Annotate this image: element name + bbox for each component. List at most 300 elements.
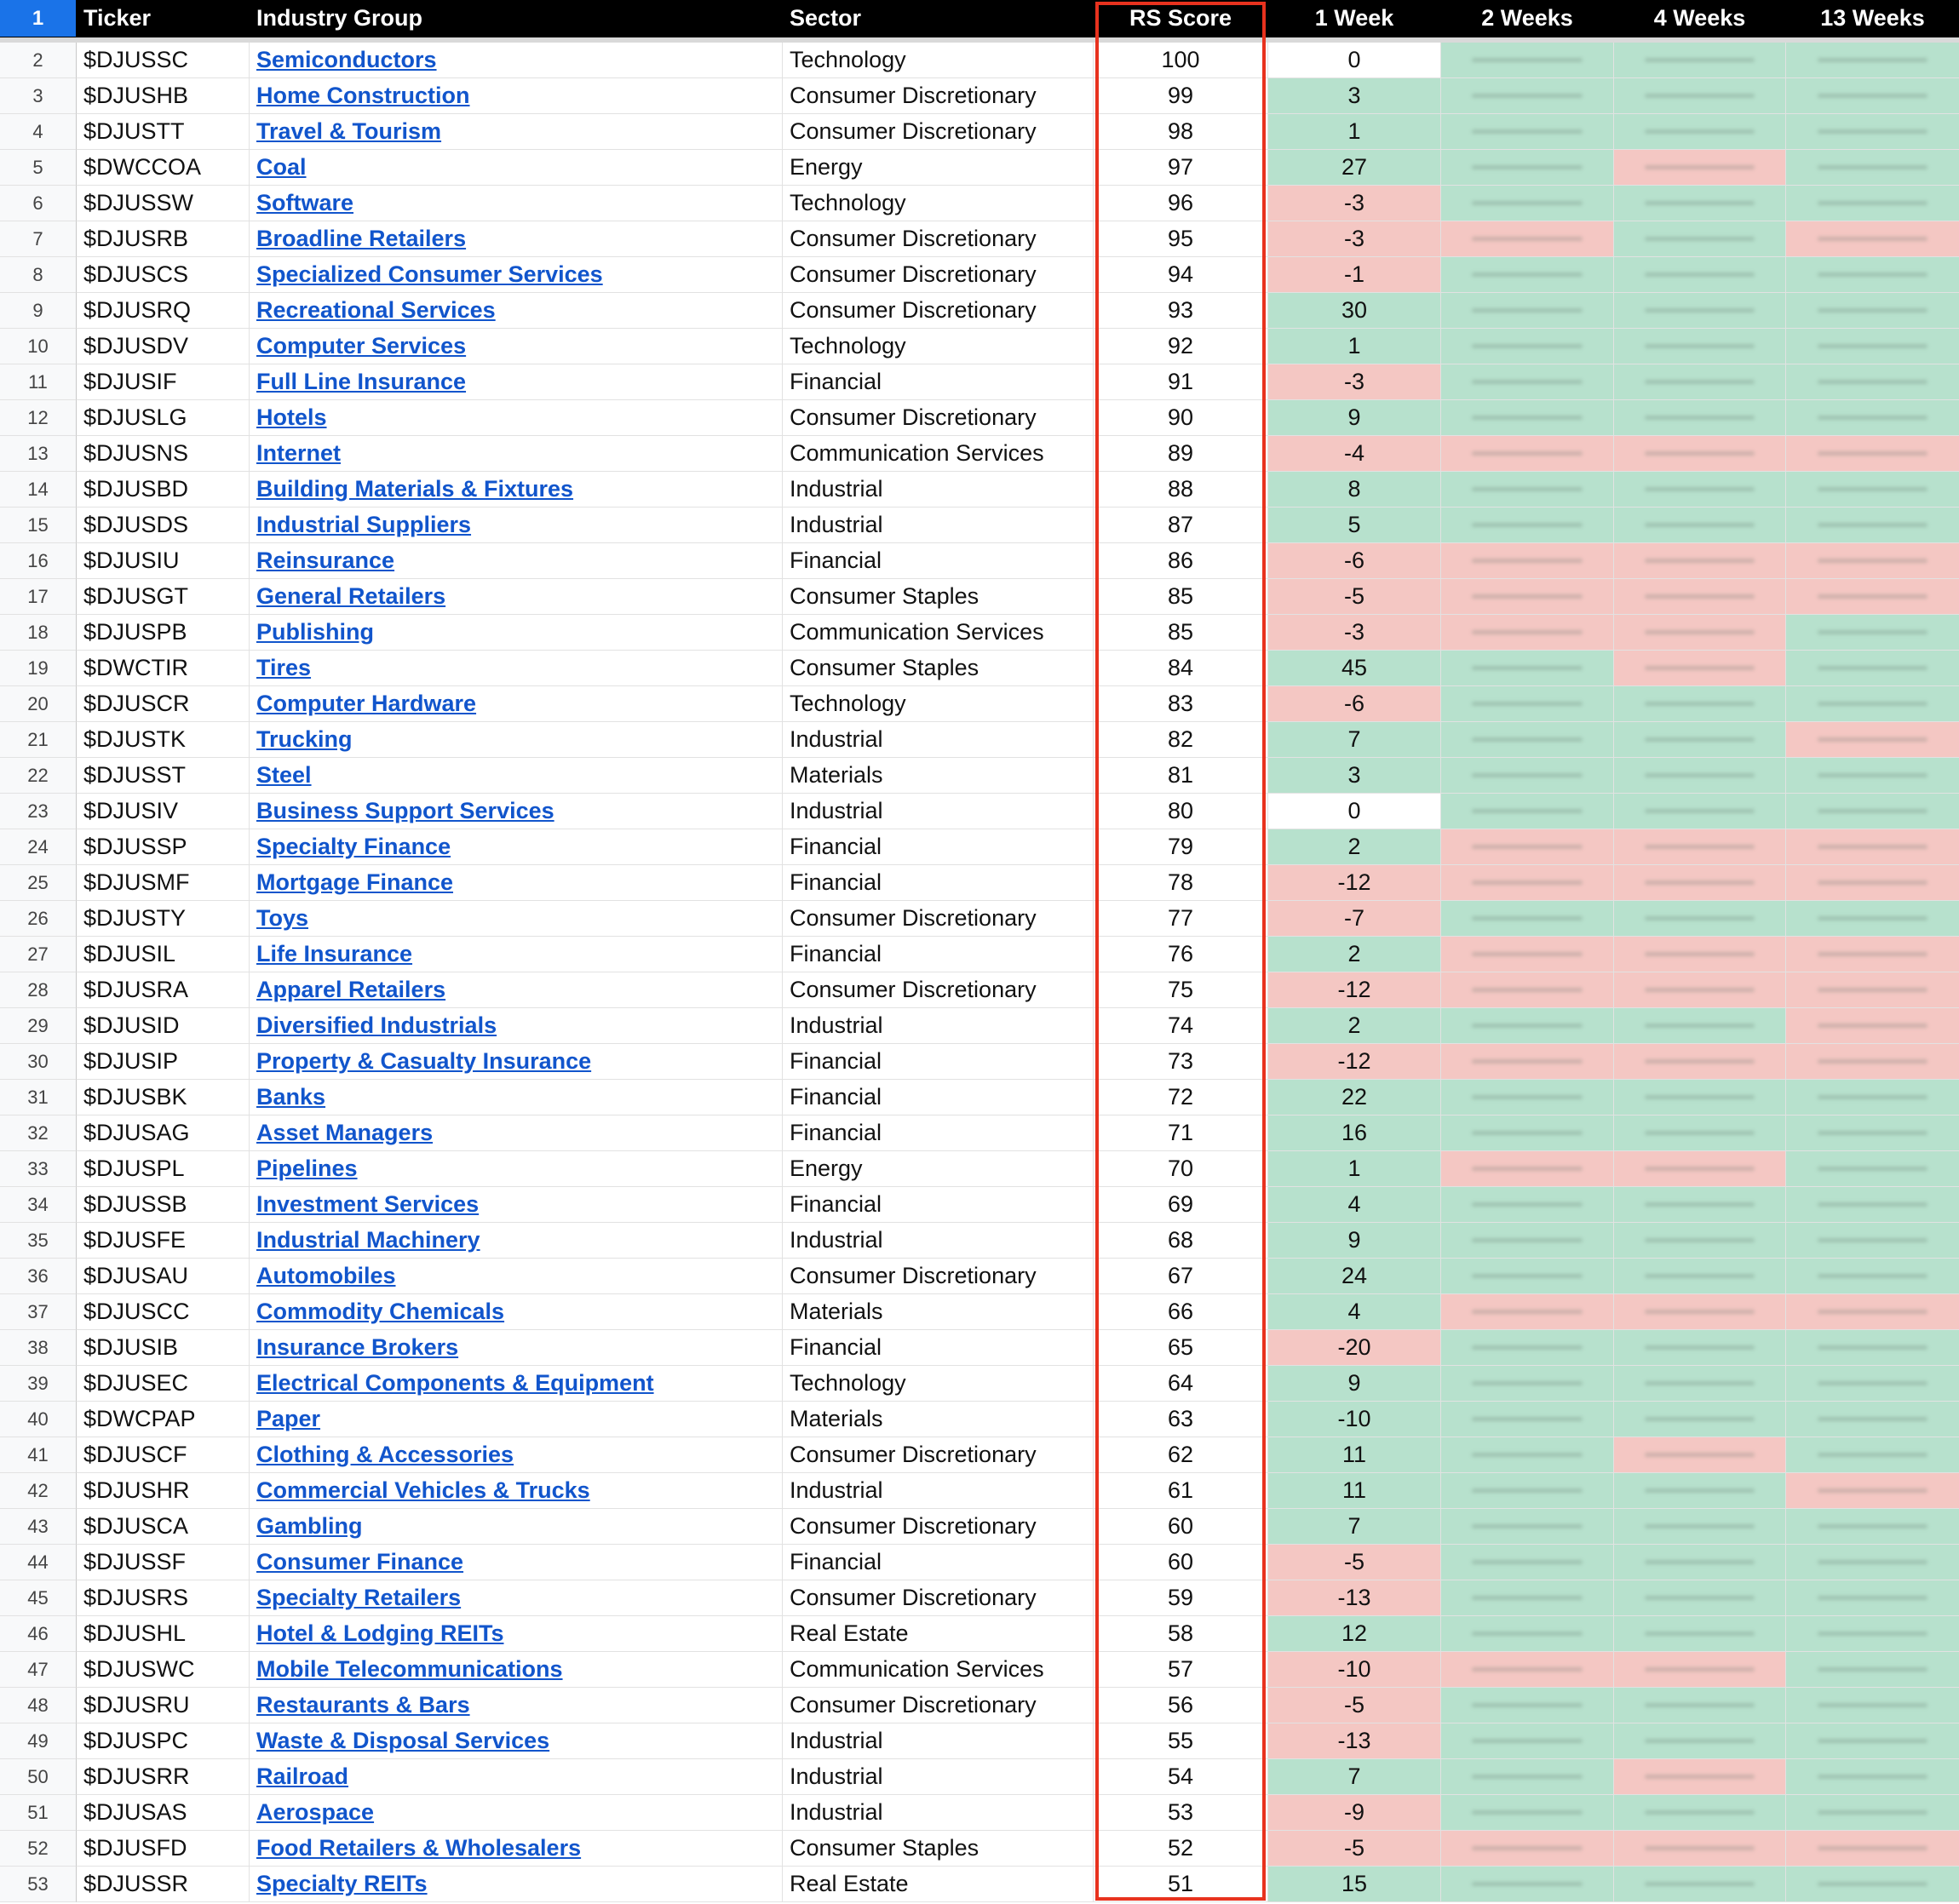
thirteen-week-change-cell[interactable] <box>1786 1831 1959 1867</box>
industry-group-link[interactable]: Computer Services <box>256 333 467 358</box>
rs-score-cell[interactable]: 93 <box>1094 293 1268 329</box>
sector-cell[interactable]: Communication Services <box>783 436 1094 472</box>
row-number[interactable]: 52 <box>0 1831 77 1867</box>
one-week-change-cell[interactable]: 30 <box>1268 293 1441 329</box>
rs-score-cell[interactable]: 80 <box>1094 794 1268 829</box>
four-week-change-cell[interactable] <box>1614 1580 1786 1616</box>
ticker-cell[interactable]: $DJUSDV <box>77 329 250 364</box>
four-week-change-cell[interactable] <box>1614 937 1786 972</box>
ticker-cell[interactable]: $DJUSHR <box>77 1473 250 1509</box>
thirteen-week-change-cell[interactable] <box>1786 615 1959 651</box>
two-week-change-cell[interactable] <box>1441 1723 1614 1759</box>
one-week-change-cell[interactable]: 9 <box>1268 400 1441 436</box>
row-number[interactable]: 49 <box>0 1723 77 1759</box>
industry-group-link[interactable]: Railroad <box>256 1763 349 1789</box>
ticker-cell[interactable]: $DJUSSR <box>77 1867 250 1902</box>
industry-cell[interactable] <box>250 794 783 829</box>
four-week-change-cell[interactable] <box>1614 865 1786 901</box>
ticker-cell[interactable]: $DJUSCS <box>77 257 250 293</box>
one-week-change-cell[interactable]: -6 <box>1268 543 1441 579</box>
two-week-change-cell[interactable] <box>1441 114 1614 150</box>
sector-cell[interactable]: Financial <box>783 1187 1094 1223</box>
thirteen-week-change-cell[interactable] <box>1786 1688 1959 1723</box>
four-week-change-cell[interactable] <box>1614 1759 1786 1795</box>
rs-score-cell[interactable]: 68 <box>1094 1223 1268 1259</box>
industry-cell[interactable] <box>250 1366 783 1402</box>
thirteen-week-change-cell[interactable] <box>1786 1187 1959 1223</box>
industry-cell[interactable] <box>250 78 783 114</box>
one-week-change-cell[interactable]: -9 <box>1268 1795 1441 1831</box>
sector-cell[interactable]: Industrial <box>783 1759 1094 1795</box>
rs-score-cell[interactable]: 66 <box>1094 1294 1268 1330</box>
one-week-change-cell[interactable]: 0 <box>1268 794 1441 829</box>
row-number[interactable]: 21 <box>0 722 77 758</box>
ticker-cell[interactable]: $DJUSRS <box>77 1580 250 1616</box>
one-week-change-cell[interactable]: -6 <box>1268 686 1441 722</box>
industry-group-link[interactable]: Insurance Brokers <box>256 1334 459 1360</box>
sector-cell[interactable]: Materials <box>783 758 1094 794</box>
row-number[interactable]: 53 <box>0 1867 77 1902</box>
one-week-change-cell[interactable]: 16 <box>1268 1115 1441 1151</box>
sector-cell[interactable]: Financial <box>783 937 1094 972</box>
one-week-change-cell[interactable]: -3 <box>1268 186 1441 221</box>
industry-cell[interactable] <box>250 1080 783 1115</box>
two-week-change-cell[interactable] <box>1441 543 1614 579</box>
industry-group-link[interactable]: Clothing & Accessories <box>256 1442 514 1467</box>
ticker-cell[interactable]: $DJUSCR <box>77 686 250 722</box>
one-week-change-cell[interactable]: -13 <box>1268 1580 1441 1616</box>
rs-score-cell[interactable]: 83 <box>1094 686 1268 722</box>
four-week-change-cell[interactable] <box>1614 436 1786 472</box>
four-week-change-cell[interactable] <box>1614 1115 1786 1151</box>
two-week-change-cell[interactable] <box>1441 1294 1614 1330</box>
two-week-change-cell[interactable] <box>1441 1688 1614 1723</box>
sector-cell[interactable]: Financial <box>783 1080 1094 1115</box>
row-number[interactable]: 10 <box>0 329 77 364</box>
two-week-change-cell[interactable] <box>1441 436 1614 472</box>
row-number[interactable]: 8 <box>0 257 77 293</box>
rs-score-cell[interactable]: 74 <box>1094 1008 1268 1044</box>
four-week-change-cell[interactable] <box>1614 579 1786 615</box>
row-number[interactable]: 3 <box>0 78 77 114</box>
ticker-cell[interactable]: $DJUSAS <box>77 1795 250 1831</box>
row-number[interactable]: 6 <box>0 186 77 221</box>
thirteen-week-change-cell[interactable] <box>1786 579 1959 615</box>
four-week-change-cell[interactable] <box>1614 901 1786 937</box>
industry-cell[interactable] <box>250 472 783 508</box>
ticker-cell[interactable]: $DJUSMF <box>77 865 250 901</box>
thirteen-week-change-cell[interactable] <box>1786 1723 1959 1759</box>
thirteen-week-change-cell[interactable] <box>1786 794 1959 829</box>
industry-cell[interactable] <box>250 1402 783 1437</box>
ticker-cell[interactable]: $DJUSAU <box>77 1259 250 1294</box>
thirteen-week-change-cell[interactable] <box>1786 1759 1959 1795</box>
ticker-cell[interactable]: $DJUSSC <box>77 43 250 78</box>
two-week-change-cell[interactable] <box>1441 1366 1614 1402</box>
row-number[interactable]: 40 <box>0 1402 77 1437</box>
thirteen-week-change-cell[interactable] <box>1786 78 1959 114</box>
thirteen-week-change-cell[interactable] <box>1786 1437 1959 1473</box>
one-week-change-cell[interactable]: -3 <box>1268 615 1441 651</box>
ticker-cell[interactable]: $DJUSBD <box>77 472 250 508</box>
industry-cell[interactable] <box>250 1795 783 1831</box>
ticker-cell[interactable]: $DJUSSF <box>77 1545 250 1580</box>
industry-cell[interactable] <box>250 758 783 794</box>
two-week-change-cell[interactable] <box>1441 1259 1614 1294</box>
rs-score-cell[interactable]: 55 <box>1094 1723 1268 1759</box>
four-week-change-cell[interactable] <box>1614 329 1786 364</box>
row-number[interactable]: 5 <box>0 150 77 186</box>
one-week-change-cell[interactable]: 45 <box>1268 651 1441 686</box>
two-week-change-cell[interactable] <box>1441 1115 1614 1151</box>
sector-cell[interactable]: Industrial <box>783 1223 1094 1259</box>
industry-group-link[interactable]: Property & Casualty Insurance <box>256 1048 592 1074</box>
sector-cell[interactable]: Technology <box>783 686 1094 722</box>
two-week-change-cell[interactable] <box>1441 651 1614 686</box>
sector-cell[interactable]: Communication Services <box>783 1652 1094 1688</box>
thirteen-week-change-cell[interactable] <box>1786 651 1959 686</box>
industry-cell[interactable] <box>250 508 783 543</box>
row-number[interactable]: 51 <box>0 1795 77 1831</box>
ticker-cell[interactable]: $DJUSST <box>77 758 250 794</box>
rs-score-cell[interactable]: 89 <box>1094 436 1268 472</box>
row-number[interactable]: 13 <box>0 436 77 472</box>
rs-score-cell[interactable]: 60 <box>1094 1509 1268 1545</box>
row-number[interactable]: 39 <box>0 1366 77 1402</box>
four-week-change-cell[interactable] <box>1614 972 1786 1008</box>
one-week-change-cell[interactable]: -5 <box>1268 579 1441 615</box>
one-week-change-cell[interactable]: -13 <box>1268 1723 1441 1759</box>
industry-cell[interactable] <box>250 1187 783 1223</box>
one-week-change-cell[interactable]: -3 <box>1268 221 1441 257</box>
four-week-change-cell[interactable] <box>1614 1652 1786 1688</box>
one-week-change-cell[interactable]: -3 <box>1268 364 1441 400</box>
ticker-cell[interactable]: $DJUSID <box>77 1008 250 1044</box>
row-number[interactable]: 33 <box>0 1151 77 1187</box>
four-week-change-cell[interactable] <box>1614 257 1786 293</box>
industry-cell[interactable] <box>250 1008 783 1044</box>
ticker-cell[interactable]: $DJUSSB <box>77 1187 250 1223</box>
four-week-change-cell[interactable] <box>1614 1402 1786 1437</box>
rs-score-cell[interactable]: 100 <box>1094 43 1268 78</box>
four-week-change-cell[interactable] <box>1614 1867 1786 1902</box>
thirteen-week-change-cell[interactable] <box>1786 829 1959 865</box>
ticker-cell[interactable]: $DJUSTY <box>77 901 250 937</box>
industry-group-link[interactable]: Waste & Disposal Services <box>256 1728 550 1753</box>
one-week-change-cell[interactable]: 12 <box>1268 1616 1441 1652</box>
two-week-change-cell[interactable] <box>1441 150 1614 186</box>
industry-cell[interactable] <box>250 1723 783 1759</box>
four-week-change-cell[interactable] <box>1614 686 1786 722</box>
rs-score-cell[interactable]: 56 <box>1094 1688 1268 1723</box>
one-week-change-cell[interactable]: 0 <box>1268 43 1441 78</box>
four-week-change-cell[interactable] <box>1614 758 1786 794</box>
two-week-change-cell[interactable] <box>1441 472 1614 508</box>
rs-score-cell[interactable]: 87 <box>1094 508 1268 543</box>
industry-group-link[interactable]: Industrial Suppliers <box>256 512 472 537</box>
four-week-change-cell[interactable] <box>1614 78 1786 114</box>
thirteen-week-change-cell[interactable] <box>1786 436 1959 472</box>
industry-cell[interactable] <box>250 901 783 937</box>
sector-cell[interactable]: Industrial <box>783 1008 1094 1044</box>
one-week-change-cell[interactable]: -4 <box>1268 436 1441 472</box>
row-number[interactable]: 45 <box>0 1580 77 1616</box>
one-week-change-cell[interactable]: 11 <box>1268 1437 1441 1473</box>
ticker-cell[interactable]: $DJUSNS <box>77 436 250 472</box>
sector-cell[interactable]: Consumer Staples <box>783 651 1094 686</box>
two-week-change-cell[interactable] <box>1441 972 1614 1008</box>
sector-cell[interactable]: Technology <box>783 1366 1094 1402</box>
two-week-change-cell[interactable] <box>1441 1223 1614 1259</box>
industry-group-link[interactable]: Diversified Industrials <box>256 1012 497 1038</box>
four-week-change-cell[interactable] <box>1614 615 1786 651</box>
ticker-cell[interactable]: $DJUSGT <box>77 579 250 615</box>
rs-score-cell[interactable]: 92 <box>1094 329 1268 364</box>
row-number[interactable]: 32 <box>0 1115 77 1151</box>
industry-group-link[interactable]: Semiconductors <box>256 47 437 72</box>
two-week-change-cell[interactable] <box>1441 1759 1614 1795</box>
row-number[interactable]: 17 <box>0 579 77 615</box>
four-week-change-cell[interactable] <box>1614 1723 1786 1759</box>
row-number[interactable]: 48 <box>0 1688 77 1723</box>
two-week-change-cell[interactable] <box>1441 1187 1614 1223</box>
column-header-1-week[interactable]: 1 Week <box>1268 0 1441 37</box>
thirteen-week-change-cell[interactable] <box>1786 865 1959 901</box>
industry-cell[interactable] <box>250 937 783 972</box>
industry-cell[interactable] <box>250 186 783 221</box>
industry-cell[interactable] <box>250 364 783 400</box>
four-week-change-cell[interactable] <box>1614 508 1786 543</box>
thirteen-week-change-cell[interactable] <box>1786 1402 1959 1437</box>
industry-group-link[interactable]: Recreational Services <box>256 297 496 323</box>
industry-group-link[interactable]: Restaurants & Bars <box>256 1692 470 1718</box>
rs-score-cell[interactable]: 76 <box>1094 937 1268 972</box>
rs-score-cell[interactable]: 81 <box>1094 758 1268 794</box>
four-week-change-cell[interactable] <box>1614 1151 1786 1187</box>
row-number[interactable]: 30 <box>0 1044 77 1080</box>
sector-cell[interactable]: Consumer Discretionary <box>783 1688 1094 1723</box>
ticker-cell[interactable]: $DJUSIB <box>77 1330 250 1366</box>
industry-group-link[interactable]: Publishing <box>256 619 374 645</box>
sector-cell[interactable]: Materials <box>783 1402 1094 1437</box>
row-number[interactable]: 16 <box>0 543 77 579</box>
four-week-change-cell[interactable] <box>1614 221 1786 257</box>
industry-group-link[interactable]: Life Insurance <box>256 941 413 966</box>
four-week-change-cell[interactable] <box>1614 1437 1786 1473</box>
column-header-ticker[interactable]: Ticker <box>77 0 250 37</box>
four-week-change-cell[interactable] <box>1614 1259 1786 1294</box>
thirteen-week-change-cell[interactable] <box>1786 937 1959 972</box>
industry-cell[interactable] <box>250 1473 783 1509</box>
one-week-change-cell[interactable]: -20 <box>1268 1330 1441 1366</box>
industry-group-link[interactable]: Electrical Components & Equipment <box>256 1370 654 1396</box>
row-number[interactable]: 9 <box>0 293 77 329</box>
two-week-change-cell[interactable] <box>1441 579 1614 615</box>
four-week-change-cell[interactable] <box>1614 1187 1786 1223</box>
thirteen-week-change-cell[interactable] <box>1786 1259 1959 1294</box>
row-number[interactable]: 18 <box>0 615 77 651</box>
thirteen-week-change-cell[interactable] <box>1786 364 1959 400</box>
four-week-change-cell[interactable] <box>1614 722 1786 758</box>
four-week-change-cell[interactable] <box>1614 1080 1786 1115</box>
thirteen-week-change-cell[interactable] <box>1786 1473 1959 1509</box>
one-week-change-cell[interactable]: -1 <box>1268 257 1441 293</box>
ticker-cell[interactable]: $DJUSIL <box>77 937 250 972</box>
industry-cell[interactable] <box>250 1259 783 1294</box>
industry-group-link[interactable]: Commodity Chemicals <box>256 1299 505 1324</box>
ticker-cell[interactable]: $DJUSCA <box>77 1509 250 1545</box>
row-number[interactable]: 27 <box>0 937 77 972</box>
row-number[interactable]: 11 <box>0 364 77 400</box>
row-number[interactable]: 22 <box>0 758 77 794</box>
rs-score-cell[interactable]: 51 <box>1094 1867 1268 1902</box>
sector-cell[interactable]: Consumer Discretionary <box>783 1509 1094 1545</box>
row-number[interactable]: 47 <box>0 1652 77 1688</box>
industry-cell[interactable] <box>250 1330 783 1366</box>
ticker-cell[interactable]: $DJUSRB <box>77 221 250 257</box>
one-week-change-cell[interactable]: 7 <box>1268 1759 1441 1795</box>
one-week-change-cell[interactable]: -5 <box>1268 1831 1441 1867</box>
ticker-cell[interactable]: $DJUSRQ <box>77 293 250 329</box>
sector-cell[interactable]: Technology <box>783 329 1094 364</box>
industry-group-link[interactable]: Building Materials & Fixtures <box>256 476 574 502</box>
industry-cell[interactable] <box>250 150 783 186</box>
one-week-change-cell[interactable]: 7 <box>1268 722 1441 758</box>
row-number[interactable]: 15 <box>0 508 77 543</box>
thirteen-week-change-cell[interactable] <box>1786 1580 1959 1616</box>
thirteen-week-change-cell[interactable] <box>1786 722 1959 758</box>
sector-cell[interactable]: Technology <box>783 43 1094 78</box>
two-week-change-cell[interactable] <box>1441 1080 1614 1115</box>
rs-score-cell[interactable]: 88 <box>1094 472 1268 508</box>
industry-group-link[interactable]: Full Line Insurance <box>256 369 467 394</box>
thirteen-week-change-cell[interactable] <box>1786 1294 1959 1330</box>
industry-group-link[interactable]: Tires <box>256 655 312 680</box>
rs-score-cell[interactable]: 67 <box>1094 1259 1268 1294</box>
rs-score-cell[interactable]: 94 <box>1094 257 1268 293</box>
industry-group-link[interactable]: Business Support Services <box>256 798 554 823</box>
two-week-change-cell[interactable] <box>1441 901 1614 937</box>
industry-group-link[interactable]: Food Retailers & Wholesalers <box>256 1835 582 1861</box>
two-week-change-cell[interactable] <box>1441 508 1614 543</box>
two-week-change-cell[interactable] <box>1441 1402 1614 1437</box>
two-week-change-cell[interactable] <box>1441 293 1614 329</box>
sector-cell[interactable]: Financial <box>783 543 1094 579</box>
industry-group-link[interactable]: Broadline Retailers <box>256 226 467 251</box>
two-week-change-cell[interactable] <box>1441 1545 1614 1580</box>
industry-cell[interactable] <box>250 436 783 472</box>
sector-cell[interactable]: Industrial <box>783 508 1094 543</box>
rs-score-cell[interactable]: 90 <box>1094 400 1268 436</box>
two-week-change-cell[interactable] <box>1441 400 1614 436</box>
ticker-cell[interactable]: $DJUSCF <box>77 1437 250 1473</box>
industry-cell[interactable] <box>250 1437 783 1473</box>
industry-cell[interactable] <box>250 972 783 1008</box>
ticker-cell[interactable]: $DJUSTK <box>77 722 250 758</box>
ticker-cell[interactable]: $DJUSHB <box>77 78 250 114</box>
two-week-change-cell[interactable] <box>1441 722 1614 758</box>
four-week-change-cell[interactable] <box>1614 43 1786 78</box>
one-week-change-cell[interactable]: 3 <box>1268 78 1441 114</box>
four-week-change-cell[interactable] <box>1614 1473 1786 1509</box>
sector-cell[interactable]: Consumer Discretionary <box>783 400 1094 436</box>
industry-group-link[interactable]: Automobiles <box>256 1263 396 1288</box>
ticker-cell[interactable]: $DJUSTT <box>77 114 250 150</box>
column-header-sector[interactable]: Sector <box>783 0 1094 37</box>
industry-cell[interactable] <box>250 615 783 651</box>
industry-group-link[interactable]: Specialty Retailers <box>256 1585 462 1610</box>
industry-group-link[interactable]: Mortgage Finance <box>256 869 454 895</box>
industry-cell[interactable] <box>250 1580 783 1616</box>
industry-cell[interactable] <box>250 221 783 257</box>
ticker-cell[interactable]: $DJUSPB <box>77 615 250 651</box>
rs-score-cell[interactable]: 85 <box>1094 579 1268 615</box>
four-week-change-cell[interactable] <box>1614 829 1786 865</box>
ticker-cell[interactable]: $DJUSCC <box>77 1294 250 1330</box>
one-week-change-cell[interactable]: 9 <box>1268 1366 1441 1402</box>
ticker-cell[interactable]: $DWCPAP <box>77 1402 250 1437</box>
thirteen-week-change-cell[interactable] <box>1786 186 1959 221</box>
thirteen-week-change-cell[interactable] <box>1786 293 1959 329</box>
ticker-cell[interactable]: $DJUSLG <box>77 400 250 436</box>
sector-cell[interactable]: Energy <box>783 1151 1094 1187</box>
sector-cell[interactable]: Consumer Discretionary <box>783 1580 1094 1616</box>
sector-cell[interactable]: Industrial <box>783 1473 1094 1509</box>
row-number[interactable]: 37 <box>0 1294 77 1330</box>
four-week-change-cell[interactable] <box>1614 1545 1786 1580</box>
rs-score-cell[interactable]: 86 <box>1094 543 1268 579</box>
one-week-change-cell[interactable]: 27 <box>1268 150 1441 186</box>
two-week-change-cell[interactable] <box>1441 1330 1614 1366</box>
sector-cell[interactable]: Financial <box>783 1044 1094 1080</box>
ticker-cell[interactable]: $DJUSPL <box>77 1151 250 1187</box>
sector-cell[interactable]: Industrial <box>783 472 1094 508</box>
one-week-change-cell[interactable]: -12 <box>1268 865 1441 901</box>
two-week-change-cell[interactable] <box>1441 186 1614 221</box>
ticker-cell[interactable]: $DJUSRR <box>77 1759 250 1795</box>
rs-score-cell[interactable]: 99 <box>1094 78 1268 114</box>
rs-score-cell[interactable]: 60 <box>1094 1545 1268 1580</box>
thirteen-week-change-cell[interactable] <box>1786 686 1959 722</box>
rs-score-cell[interactable]: 91 <box>1094 364 1268 400</box>
industry-cell[interactable] <box>250 1759 783 1795</box>
column-header-4-weeks[interactable]: 4 Weeks <box>1614 0 1786 37</box>
ticker-cell[interactable]: $DJUSSP <box>77 829 250 865</box>
two-week-change-cell[interactable] <box>1441 829 1614 865</box>
two-week-change-cell[interactable] <box>1441 364 1614 400</box>
thirteen-week-change-cell[interactable] <box>1786 901 1959 937</box>
thirteen-week-change-cell[interactable] <box>1786 1330 1959 1366</box>
ticker-cell[interactable]: $DJUSDS <box>77 508 250 543</box>
industry-cell[interactable] <box>250 400 783 436</box>
one-week-change-cell[interactable]: -12 <box>1268 972 1441 1008</box>
industry-group-link[interactable]: Steel <box>256 762 312 788</box>
ticker-cell[interactable]: $DJUSIV <box>77 794 250 829</box>
thirteen-week-change-cell[interactable] <box>1786 472 1959 508</box>
rs-score-cell[interactable]: 97 <box>1094 150 1268 186</box>
sector-cell[interactable]: Energy <box>783 150 1094 186</box>
thirteen-week-change-cell[interactable] <box>1786 43 1959 78</box>
sector-cell[interactable]: Industrial <box>783 722 1094 758</box>
four-week-change-cell[interactable] <box>1614 1509 1786 1545</box>
sector-cell[interactable]: Financial <box>783 1545 1094 1580</box>
row-number[interactable]: 26 <box>0 901 77 937</box>
ticker-cell[interactable]: $DJUSIP <box>77 1044 250 1080</box>
rs-score-cell[interactable]: 82 <box>1094 722 1268 758</box>
one-week-change-cell[interactable]: -5 <box>1268 1545 1441 1580</box>
two-week-change-cell[interactable] <box>1441 1008 1614 1044</box>
one-week-change-cell[interactable]: -10 <box>1268 1652 1441 1688</box>
